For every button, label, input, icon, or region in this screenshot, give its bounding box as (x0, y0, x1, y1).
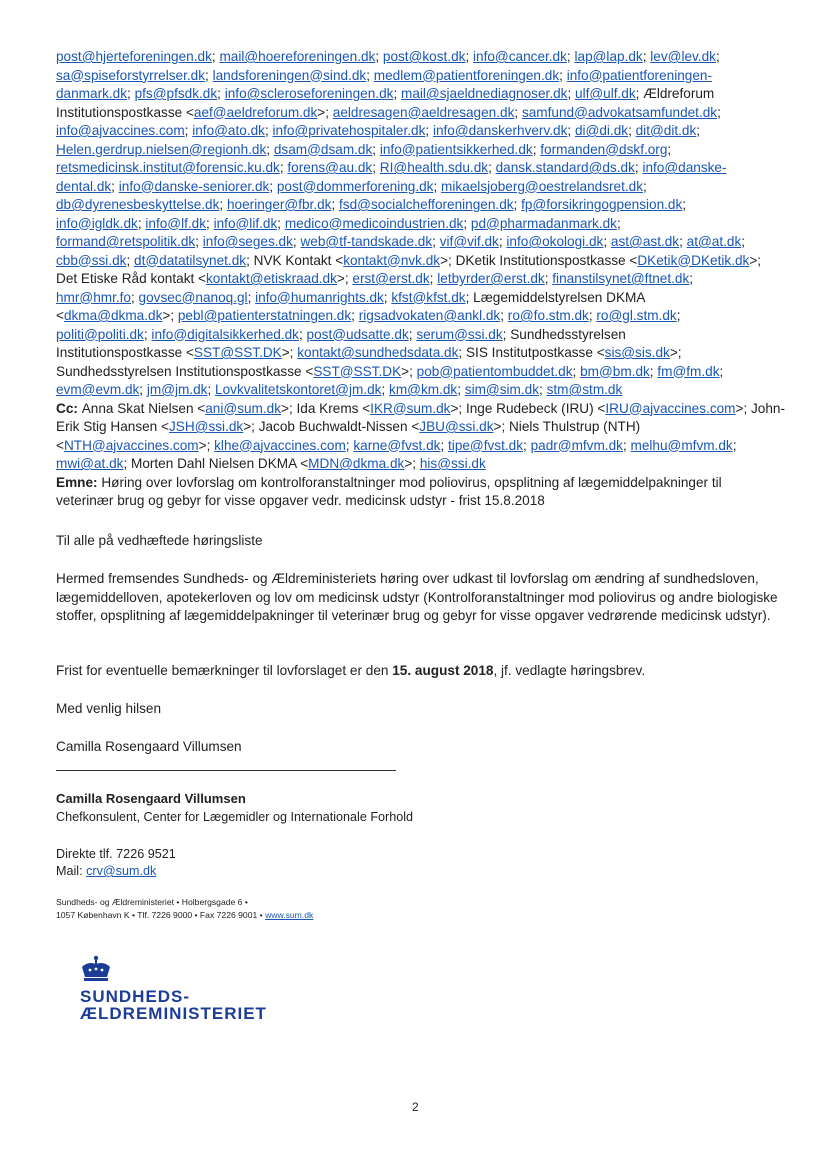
recipient-text: ; (298, 326, 307, 342)
email-link[interactable]: dansk.standard@ds.dk (495, 160, 635, 175)
recipient-line (56, 437, 780, 456)
recipient-text: ; (393, 86, 401, 101)
recipient-line (56, 196, 780, 215)
recipient-text: ; (205, 67, 213, 83)
email-link[interactable]: post@kost.dk (382, 49, 466, 64)
email-link[interactable]: info@scleroseforeningen.dk (224, 86, 394, 101)
recipient-text: ; Morten Dahl Nielsen DKMA < (123, 456, 309, 471)
recipient-text: >; (162, 308, 178, 323)
recipient-text: >; (198, 437, 215, 453)
recipient-line (56, 215, 780, 234)
recipient-text: Institutionspostkasse < (56, 104, 194, 120)
email-link[interactable]: kontakt@sundhedsdata.dk (297, 345, 459, 360)
email-link[interactable]: di@di.dk (574, 123, 629, 138)
email-link[interactable]: fm@fm.dk (657, 363, 720, 379)
recipient-text: ; (514, 104, 522, 120)
email-link[interactable]: bm@bm.dk (580, 363, 650, 379)
recipient-text: ; (567, 86, 576, 101)
website-link[interactable]: www.sum.dk (265, 910, 314, 920)
email-link[interactable]: ro@gl.stm.dk (596, 308, 677, 323)
recipient-text: ; (266, 141, 274, 157)
recipient-text: ; (649, 363, 658, 379)
email-link[interactable]: web@tf-tandskade.dk (300, 234, 433, 249)
mail-label: Mail: (56, 864, 87, 878)
deadline-text: Frist for eventuelle bemærkninger til lovforslaget er den (56, 663, 393, 678)
recipient-text: Erik Stig Hansen < (56, 419, 169, 434)
email-link[interactable]: retsmedicinsk.institut@forensic.ku.dk (56, 160, 280, 175)
email-link[interactable]: formand@retspolitik.dk (56, 234, 196, 249)
recipient-text: ; (682, 197, 687, 212)
email-link[interactable]: dkma@dkma.dk (63, 308, 163, 323)
email-link[interactable]: pd@pharmadanmark.dk (470, 215, 617, 231)
recipient-text: ; (143, 326, 152, 342)
recipient-text: ; (383, 289, 392, 305)
recipient-list (56, 48, 785, 511)
page-number: 2 (412, 1100, 419, 1114)
email-link[interactable]: db@dyrenesbeskyttelse.dk (56, 197, 220, 212)
recipient-text: ; (206, 215, 214, 231)
recipient-text: >; (669, 345, 682, 360)
email-link[interactable]: info@seges.dk (202, 234, 293, 249)
recipient-line (56, 326, 780, 345)
email-link[interactable]: dit@dit.dk (635, 123, 697, 138)
recipient-text: ; (513, 197, 522, 212)
address-text: 1057 København K • Tlf. 7226 9000 • Fax 7226 9001 • (56, 910, 266, 920)
email-link[interactable]: padr@mfvm.dk (530, 437, 623, 453)
recipient-text: ; (572, 363, 581, 379)
recipient-text: ; (676, 308, 681, 323)
email-link[interactable]: sis@sis.dk (604, 345, 670, 360)
email-link[interactable]: NTH@ajvaccines.com (63, 437, 199, 453)
email-link[interactable]: info@digitalsikkerhed.dk (151, 326, 299, 342)
recipient-text: ; (732, 437, 737, 453)
recipient-text: ; (195, 234, 203, 249)
recipient-text: ; Lægemiddelstyrelsen DKMA (465, 289, 646, 305)
deadline-suffix: , jf. vedlagte høringsbrev. (493, 663, 646, 678)
recipient-text: ; NVK Kontakt < (246, 252, 344, 268)
email-link[interactable]: info@danske-seniorer.dk (118, 178, 270, 194)
email-link[interactable]: Helen.gerdrup.nielsen@regionh.dk (56, 141, 267, 157)
email-link[interactable]: serum@ssi.dk (416, 326, 503, 342)
recipient-text: ; (642, 49, 651, 64)
recipient-text: ; (292, 234, 301, 249)
email-link[interactable]: pebl@patienterstatningen.dk (177, 308, 352, 323)
email-link[interactable]: info@igldk.dk (56, 215, 138, 231)
recipient-text: ; (523, 437, 531, 453)
email-link[interactable]: IKR@sum.dk (370, 400, 451, 416)
recipient-text: ; (567, 123, 575, 138)
greeting: Til alle på vedhæftede høringsliste (56, 533, 263, 548)
recipient-text: Det Etiske Råd kontakt < (56, 271, 206, 286)
email-link[interactable]: mikaelsjoberg@oestrelandsret.dk (441, 178, 643, 194)
recipient-line (56, 141, 780, 160)
recipient-line (56, 418, 780, 437)
crown-icon (78, 955, 114, 985)
email-link[interactable]: mail@sjaeldnediagnoser.dk (401, 86, 568, 101)
email-link[interactable]: letbyrder@erst.dk (437, 271, 545, 286)
recipient-text: ; (408, 326, 417, 342)
recipient-text: >; Jacob Buchwaldt-Nissen < (243, 419, 420, 434)
recipient-line (56, 492, 780, 511)
email-link[interactable]: at@at.dk (686, 234, 742, 249)
email-link[interactable]: medico@medicoindustrien.dk (284, 215, 464, 231)
recipient-text: ; (127, 86, 135, 101)
email-link[interactable]: IRU@ajvaccines.com (605, 400, 736, 416)
recipient-text: ; (429, 271, 438, 286)
email-link[interactable]: DKetik@DKetik.dk (637, 252, 750, 268)
email-link[interactable]: vif@vif.dk (439, 234, 499, 249)
recipient-text: ; (137, 215, 146, 231)
recipient-text: >; (749, 252, 762, 268)
recipient-text: ; (345, 437, 354, 453)
email-link[interactable]: info@privatehospitaler.dk (272, 123, 426, 138)
recipient-text: ; Sundhedsstyrelsen (502, 326, 626, 342)
recipient-line (56, 67, 780, 86)
email-link[interactable]: evm@evm.dk (56, 382, 140, 397)
email-link[interactable]: info@okologi.dk (506, 234, 604, 249)
email-link[interactable]: jm@jm.dk (146, 382, 208, 397)
recipient-text: ; (432, 234, 440, 249)
recipient-text: >; Ida Krems < (281, 400, 371, 416)
recipient-text: ; (139, 382, 147, 397)
email-link[interactable]: fsd@socialchefforeningen.dk (339, 197, 514, 212)
recipient-text: Institutionspostkasse < (56, 345, 194, 360)
signature-mail-line (56, 863, 156, 880)
email-link[interactable]: karne@fvst.dk (353, 437, 441, 453)
recipient-line (56, 233, 780, 252)
recipient-text: ; (498, 234, 507, 249)
recipient-text: ; (331, 197, 340, 212)
recipient-text: ; (488, 160, 496, 175)
email-link[interactable]: sim@sim.dk (464, 382, 539, 397)
email-link[interactable]: kontakt@etiskraad.dk (205, 271, 337, 286)
recipient-text: ; (679, 234, 687, 249)
email-link[interactable]: danmark.dk (56, 86, 128, 101)
recipient-line (56, 307, 780, 326)
recipient-text: ; (741, 234, 746, 249)
email-link[interactable]: mail@hoereforeningen.dk (219, 49, 376, 64)
recipient-line (56, 178, 780, 197)
recipient-text: ; (130, 289, 139, 305)
ministry-logo-line-2: ÆLDREMINISTERIET (80, 1004, 267, 1023)
recipient-text: ; (715, 49, 720, 64)
email-link[interactable]: post@dommerforening.dk (276, 178, 434, 194)
recipient-text: ; (717, 104, 721, 120)
email-link[interactable]: info@ato.dk (192, 123, 265, 138)
recipient-line (56, 363, 780, 382)
recipient-text: ; Ældreforum (635, 86, 715, 101)
recipient-line (56, 122, 780, 141)
email-link[interactable]: info@patientforeningen- (566, 67, 712, 83)
email-link[interactable]: formanden@dskf.org (540, 141, 668, 157)
email-link[interactable]: pfs@pfsdk.dk (134, 86, 218, 101)
email-link[interactable]: hmr@hmr.fo (56, 289, 131, 305)
recipient-text: ; (719, 363, 724, 379)
email-link[interactable]: hoeringer@fbr.dk (226, 197, 332, 212)
email-link[interactable]: tipe@fvst.dk (448, 437, 524, 453)
email-link[interactable]: forens@au.dk (287, 160, 373, 175)
recipient-line (56, 104, 780, 123)
field-label: Cc: (56, 400, 82, 416)
recipient-text: ; (628, 123, 636, 138)
email-link[interactable]: info@lif.dk (213, 215, 278, 231)
closing: Med venlig hilsen (56, 701, 162, 716)
recipient-text: ; (425, 123, 433, 138)
email-link[interactable]: aeldresagen@aeldresagen.dk (332, 104, 515, 120)
email-link[interactable]: dental.dk (56, 178, 112, 194)
recipient-line (56, 48, 780, 67)
signature-phone: Direkte tlf. 7226 9521 (56, 847, 176, 861)
recipient-text: >; John- (735, 400, 785, 416)
recipient-text: ; (603, 234, 611, 249)
email-link[interactable]: JSH@ssi.dk (168, 419, 244, 434)
signature-name: Camilla Rosengaard Villumsen (56, 791, 246, 806)
email-link[interactable]: post@udsatte.dk (306, 326, 409, 342)
recipient-text: ; (463, 215, 471, 231)
signature-divider (56, 770, 396, 771)
email-link[interactable]: info@cancer.dk (473, 49, 567, 64)
recipient-text: ; (207, 382, 216, 397)
email-link[interactable]: ast@ast.dk (610, 234, 680, 249)
recipient-text: ; (667, 141, 672, 157)
recipient-text: ; (616, 215, 621, 231)
email-link[interactable]: info@ajvaccines.com (56, 123, 185, 138)
recipient-line (56, 270, 780, 289)
recipient-text: ; (634, 160, 643, 175)
email-link[interactable]: ro@fo.stm.dk (507, 308, 589, 323)
email-link[interactable]: info@patientsikkerhed.dk (379, 141, 533, 157)
recipient-text: ; (566, 49, 575, 64)
email-link[interactable]: kfst@kfst.dk (391, 289, 466, 305)
recipient-text: ; (219, 197, 227, 212)
email-link[interactable]: finanstilsynet@ftnet.dk (552, 271, 690, 286)
recipient-text: ; (457, 382, 465, 397)
field-label: Emne: (56, 474, 102, 490)
email-link[interactable]: politi@politi.dk (56, 326, 144, 342)
address-line-1: Sundheds- og Ældreministeriet • Holbergsgade 6 • (56, 897, 248, 907)
recipient-text: ; (622, 437, 631, 453)
recipient-text: ; (689, 271, 694, 286)
recipient-text: ; (277, 215, 285, 231)
email-link[interactable]: info@danske- (642, 160, 727, 175)
email-link[interactable]: info@lf.dk (145, 215, 207, 231)
email-link[interactable]: info@danskerhverv.dk (432, 123, 568, 138)
email-link[interactable]: cbb@ssi.dk (56, 252, 127, 268)
recipient-text: >; Niels Thulstrup (NTH) (493, 419, 641, 434)
recipient-text: >; Inge Rudebeck (IRU) < (450, 400, 606, 416)
recipient-text: >; (281, 345, 298, 360)
body-paragraph: Hermed fremsendes Sundheds- og Ældreministeriets høring over udkast til lovforslag om ændring af sundhedsloven, lægemiddelloven, apotekerloven og lov om medicinsk udstyr (Kontrolforanstaltninger mod poliovirus og andre biologiske stoffer, opsplitning af lægemiddelpakninger til veterinær brug og gebyr for visse opgaver vedrørende medicinsk udstyr). (56, 571, 778, 623)
recipient-text: Høring over lovforslag om kontrolforanstaltninger mod poliovirus, opsplitning af lægemiddelpakninger til (101, 474, 722, 490)
recipient-text: ; (279, 160, 288, 175)
recipient-text: ; (184, 123, 193, 138)
recipient-text: >; (401, 363, 417, 379)
email-link[interactable]: Lovkvalitetskontoret@jm.dk (215, 382, 382, 397)
recipient-line (56, 400, 785, 419)
recipient-line (56, 159, 780, 178)
recipient-line (56, 455, 780, 474)
recipient-text: ; (351, 308, 359, 323)
email-link[interactable]: melhu@mfvm.dk (630, 437, 733, 453)
email-link[interactable]: samfund@advokatsamfundet.dk (521, 104, 718, 120)
recipient-text: ; (372, 160, 380, 175)
email-link[interactable]: lap@lap.dk (574, 49, 643, 64)
deadline-paragraph (56, 662, 780, 681)
email-link[interactable]: erst@erst.dk (352, 271, 430, 286)
email-link[interactable]: sa@spiseforstyrrelser.dk (56, 67, 206, 83)
recipient-text: ; (269, 178, 277, 194)
email-link[interactable]: SST@SST.DK (193, 345, 282, 360)
email-link[interactable]: landsforeningen@sind.dk (212, 67, 367, 83)
recipient-text: Anna Skat Nielsen < (81, 400, 206, 416)
recipient-text: veterinær brug og gebyr for visse opgaver vedr. medicinsk udstyr - frist 15.8.2018 (56, 493, 545, 508)
recipient-line (56, 289, 780, 308)
recipient-text: ; (588, 308, 597, 323)
email-link[interactable]: ani@sum.dk (205, 400, 282, 416)
email-link[interactable]: govsec@nanoq.gl (138, 289, 248, 305)
sender-name: Camilla Rosengaard Villumsen (56, 739, 242, 754)
email-link[interactable]: JBU@ssi.dk (419, 419, 494, 434)
address-line-2 (56, 909, 313, 922)
email-link[interactable]: info@humanrights.dk (255, 289, 384, 305)
email-link[interactable]: ulf@ulf.dk (575, 86, 636, 101)
recipient-text: ; (433, 178, 442, 194)
email-link[interactable]: medlem@patientforeningen.dk (373, 67, 560, 83)
mail-link[interactable]: crv@sum.dk (86, 864, 157, 878)
recipient-text: ; (544, 271, 553, 286)
email-link[interactable]: mwi@at.dk (56, 456, 124, 471)
email-link[interactable]: kontakt@nvk.dk (343, 252, 441, 268)
email-link[interactable]: post@hjerteforeningen.dk (56, 49, 212, 64)
recipient-text: ; (375, 49, 383, 64)
email-link[interactable]: aef@aeldreforum.dk (193, 104, 318, 120)
email-link[interactable]: SST@SST.DK (313, 363, 402, 379)
recipient-text: ; (111, 178, 119, 194)
recipient-text: ; (211, 49, 220, 64)
recipient-line (56, 474, 780, 493)
recipient-text: < (56, 308, 64, 323)
recipient-text: >; (317, 104, 333, 120)
recipient-text: ; (247, 289, 256, 305)
recipient-text: ; (539, 382, 547, 397)
recipient-text: ; SIS Institutpostkasse < (458, 345, 605, 360)
email-link[interactable]: km@km.dk (389, 382, 458, 397)
recipient-text: ; (372, 141, 380, 157)
recipient-text: ; (217, 86, 225, 101)
email-link[interactable]: RI@health.sdu.dk (379, 160, 489, 175)
recipient-text: ; (366, 67, 374, 83)
email-link[interactable]: dt@datatilsynet.dk (134, 252, 247, 268)
email-link[interactable]: pob@patientombuddet.dk (416, 363, 573, 379)
recipient-text: >; (404, 456, 420, 471)
recipient-text: >; DKetik Institutionspostkasse < (440, 252, 638, 268)
recipient-text: ; (465, 49, 474, 64)
recipient-line (56, 252, 780, 271)
recipient-text: ; (643, 178, 647, 194)
recipient-text: < (56, 437, 64, 453)
recipient-text: ; (500, 308, 508, 323)
email-link[interactable]: fp@forsikringogpension.dk (521, 197, 683, 212)
recipient-line (56, 381, 780, 400)
recipient-line (56, 344, 780, 363)
recipient-text: ; (381, 382, 390, 397)
email-link[interactable]: stm@stm.dk (546, 382, 623, 397)
recipient-text: ; (440, 437, 449, 453)
recipient-text: ; (696, 123, 701, 138)
recipient-text: ; (126, 252, 135, 268)
recipient-line (56, 85, 780, 104)
signature-title: Chefkonsulent, Center for Lægemidler og Internationale Forhold (56, 810, 414, 824)
email-link[interactable]: lev@lev.dk (650, 49, 716, 64)
recipient-text: ; (532, 141, 541, 157)
deadline-date: 15. august 2018 (392, 663, 494, 678)
recipient-text: ; (559, 67, 567, 83)
ministry-logo-line-1: SUNDHEDS- (80, 987, 191, 1006)
email-link[interactable]: MDN@dkma.dk (308, 456, 405, 471)
email-link[interactable]: his@ssi.dk (419, 456, 486, 471)
recipient-text: Sundhedsstyrelsen Institutionspostkasse < (56, 363, 314, 379)
recipient-text: ; (264, 123, 273, 138)
email-link[interactable]: dsam@dsam.dk (273, 141, 373, 157)
email-link[interactable]: rigsadvokaten@ankl.dk (358, 308, 501, 323)
email-link[interactable]: klhe@ajvaccines.com (214, 437, 346, 453)
recipient-text: >; (336, 271, 353, 286)
